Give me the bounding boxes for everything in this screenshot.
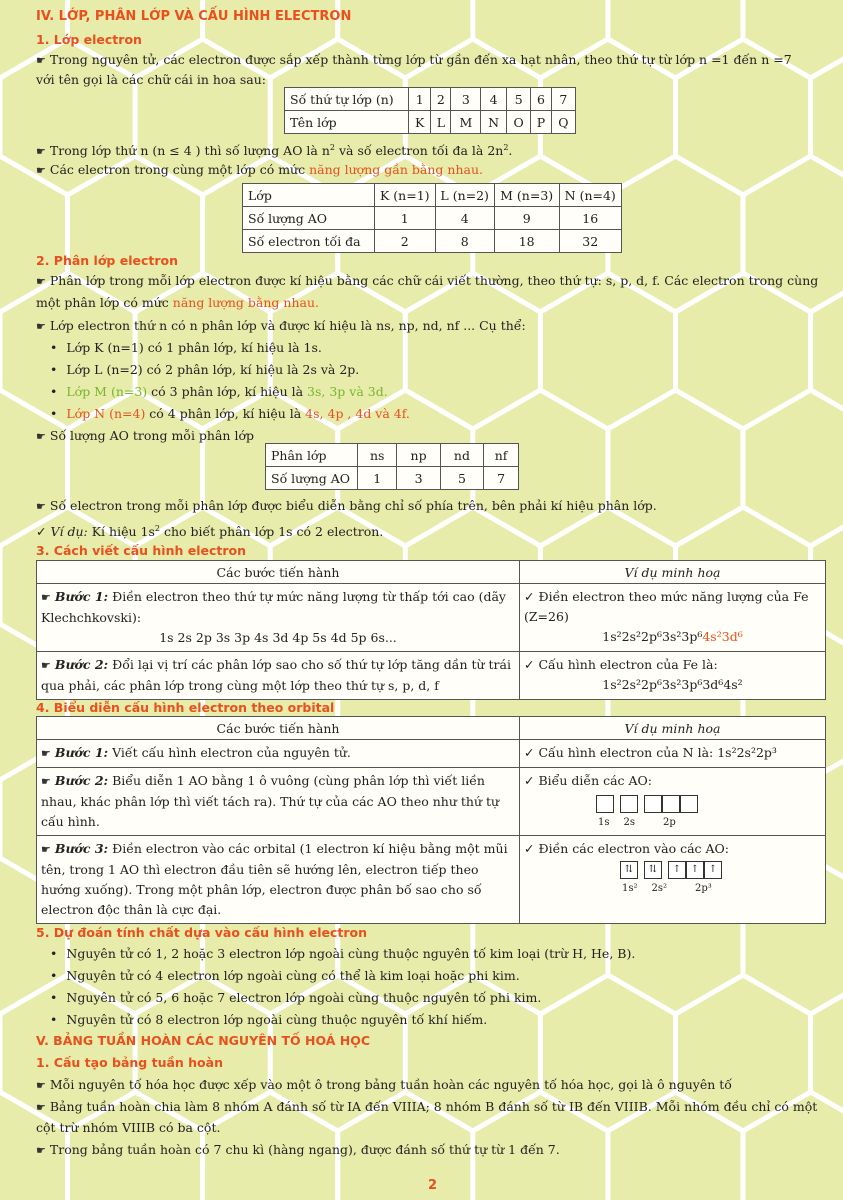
section-v-title: V. BẢNG TUẦN HOÀN CÁC NGUYÊN TỐ HOÁ HỌC	[36, 1033, 371, 1048]
electron-config-steps-table: Các bước tiến hành Ví dụ minh hoạ ☛ Bước 1: Điền electron theo thứ tự mức năng lượng từ thấp tới cao (dãy Klechchkovski): 1s 2s 2p 3s 3p 4s 3d 4p 5s 4d 5p 6s... ✓ Điền electron theo mức năng lượng của Fe (Z=26) 1s²2s²2p⁶3s²3p⁶4s²3d⁶ ☛ Bước 2: Đổi lại vị trí các phân lớp sao cho số thứ tự lớp tăng dần từ trái qua phải, các phân lớp trong cùng một lớp theo thứ tự s, p, d, f ✓ Cấu hình electron của Fe là: 1s²2s²2p⁶3s²3p⁶3d⁶4s²	[36, 560, 826, 700]
hand-pointer-icon: ☛	[41, 843, 51, 856]
list-item: • Nguyên tử có 5, 6 hoặc 7 electron lớp ngoài cùng thuộc nguyên tố phi kim.	[50, 990, 541, 1006]
hand-pointer-icon: ☛	[41, 591, 51, 604]
layer-name-table: Số thứ tự lớp (n) 1 2 3 4 5 6 7 Tên lớp K L M N O P Q	[284, 87, 576, 134]
hand-pointer-icon: ☛	[36, 54, 46, 67]
paragraph: ☛ Trong bảng tuần hoàn có 7 chu kì (hàng ngang), được đánh số thứ tự từ 1 đến 7.	[36, 1142, 560, 1157]
layer-ao-table: Lớp K (n=1) L (n=2) M (n=3) N (n=4) Số lượng AO 1 4 9 16 Số electron tối đa 2 8 18 32	[242, 183, 622, 253]
list-item: • Lớp M (n=3) có 3 phân lớp, kí hiệu là 3s, 3p và 3d.	[50, 384, 388, 400]
paragraph: ☛ Trong nguyên tử, các electron được sắp xếp thành từng lớp từ gần đến xa hạt nhân, theo thứ tự từ lớp n =1 đến n =7	[36, 52, 792, 67]
check-icon: ✓	[524, 589, 535, 604]
list-item: • Lớp L (n=2) có 2 phân lớp, kí hiệu là 2s và 2p.	[50, 362, 359, 378]
hand-pointer-icon: ☛	[36, 145, 46, 159]
subshell-ao-table: Phân lớp ns np nd nf Số lượng AO 1 3 5 7	[265, 443, 519, 490]
hand-pointer-icon: ☛	[36, 164, 46, 177]
check-icon: ✓	[524, 773, 535, 788]
list-item: • Lớp K (n=1) có 1 phân lớp, kí hiệu là 1s.	[50, 340, 322, 356]
section-v1-title: 1. Cấu tạo bảng tuần hoàn	[36, 1055, 223, 1070]
hand-pointer-icon: ☛	[36, 1079, 46, 1092]
hand-pointer-icon: ☛	[36, 1144, 46, 1157]
hand-pointer-icon: ☛	[41, 775, 51, 788]
hand-pointer-icon: ☛	[36, 500, 46, 513]
paragraph: ☛ Mỗi nguyên tố hóa học được xếp vào một ô trong bảng tuần hoàn các nguyên tố hóa học, gọi là ô nguyên tố	[36, 1077, 732, 1092]
page-number: 2	[428, 1178, 438, 1193]
hand-pointer-icon: ☛	[41, 747, 51, 760]
section-3-title: 3. Cách viết cấu hình electron	[36, 543, 247, 558]
check-icon: ✓	[36, 524, 47, 540]
hand-pointer-icon: ☛	[36, 275, 46, 288]
list-item: • Nguyên tử có 1, 2 hoặc 3 electron lớp ngoài cùng thuộc nguyên tố kim loại (trừ H, He, B).	[50, 946, 635, 962]
check-icon: ✓	[524, 745, 535, 760]
check-icon: ✓	[524, 841, 535, 856]
section-1-title: 1. Lớp electron	[36, 32, 142, 47]
section-2-title: 2. Phân lớp electron	[36, 253, 178, 268]
section-4-title: 4. Biểu diễn cấu hình electron theo orbital	[36, 700, 335, 715]
paragraph: ☛ Phân lớp trong mỗi lớp electron được kí hiệu bằng các chữ cái viết thường, theo thứ tự: s, p, d, f. Các electron trong cùng	[36, 273, 819, 288]
paragraph: ☛ Số lượng AO trong mỗi phân lớp	[36, 428, 254, 443]
paragraph: với tên gọi là các chữ cái in hoa sau:	[36, 72, 267, 87]
hand-pointer-icon: ☛	[41, 659, 51, 672]
hand-pointer-icon: ☛	[36, 430, 46, 443]
paragraph: một phân lớp có mức năng lượng bằng nhau.	[36, 295, 319, 310]
list-item: • Lớp N (n=4) có 4 phân lớp, kí hiệu là 4s, 4p , 4d và 4f.	[50, 406, 410, 422]
section-iv-title: IV. LỚP, PHÂN LỚP VÀ CẤU HÌNH ELECTRON	[36, 9, 352, 24]
hand-pointer-icon: ☛	[36, 320, 46, 333]
hand-pointer-icon: ☛	[36, 1101, 46, 1114]
paragraph: ☛ Lớp electron thứ n có n phân lớp và được kí hiệu là ns, np, nd, nf ... Cụ thể:	[36, 318, 526, 333]
list-item: • Nguyên tử có 8 electron lớp ngoài cùng thuộc nguyên tố khí hiếm.	[50, 1012, 487, 1028]
list-item: • Nguyên tử có 4 electron lớp ngoài cùng có thể là kim loại hoặc phi kim.	[50, 968, 520, 984]
check-icon: ✓	[524, 657, 535, 672]
paragraph: ☛ Số electron trong mỗi phân lớp được biểu diễn bằng chỉ số phía trên, bên phải kí hiệu phân lớp.	[36, 498, 657, 513]
ao-box-diagram: 1s 2s 2p	[596, 795, 821, 829]
example-line: ✓ Ví dụ: Kí hiệu $1s^2$ cho biết phân lớp 1s có 2 electron.	[36, 524, 384, 540]
orbital-steps-table: Các bước tiến hành Ví dụ minh hoạ ☛ Bước 1: Viết cấu hình electron của nguyên tử. ✓ Cấu hình electron của N là: 1s²2s²2p³ ☛ Bước 2: Biểu diễn 1 AO bằng 1 ô vuông (cùng phân lớp thì viết liền nhau, khác phân lớp thì viết tách ra). Thứ tự của các AO theo như thứ tự cấu hình. ✓ Biểu diễn các AO: 1s 2s 2p ☛ Bước 3: Điền electron vào các orbital (1 electron kí hiệu bằng một mũi tên, trong 1 AO thì electron đầu tiên sẽ hướng lên, electron tiếp theo hướng xuống). Trong một phân lớp, electron được phân bố sao cho số electron độc thân là cực đại. ✓ Điền các electron vào các AO: ⇅ ⇅ ↑ ↑ ↑ 1s² 2s² 2p³	[36, 716, 826, 924]
paragraph: ☛ Các electron trong cùng một lớp có mức năng lượng gần bằng nhau.	[36, 162, 483, 177]
paragraph: ☛ Bảng tuần hoàn chia làm 8 nhóm A đánh số từ IA đến VIIIA; 8 nhóm B đánh số từ IB đến VIIIB. Mỗi nhóm đều chỉ có một	[36, 1099, 818, 1114]
paragraph: ☛ Trong lớp thứ n (n ≤ 4 ) thì số lượng AO là $n^2$ và số electron tối đa là $2n^2$.	[36, 143, 513, 159]
paragraph: cột trừ nhóm VIIIB có ba cột.	[36, 1120, 221, 1135]
filled-orbital-diagram: ⇅ ⇅ ↑ ↑ ↑ 1s² 2s² 2p³	[620, 861, 821, 895]
section-5-title: 5. Dự đoán tính chất dựa vào cấu hình electron	[36, 925, 367, 940]
